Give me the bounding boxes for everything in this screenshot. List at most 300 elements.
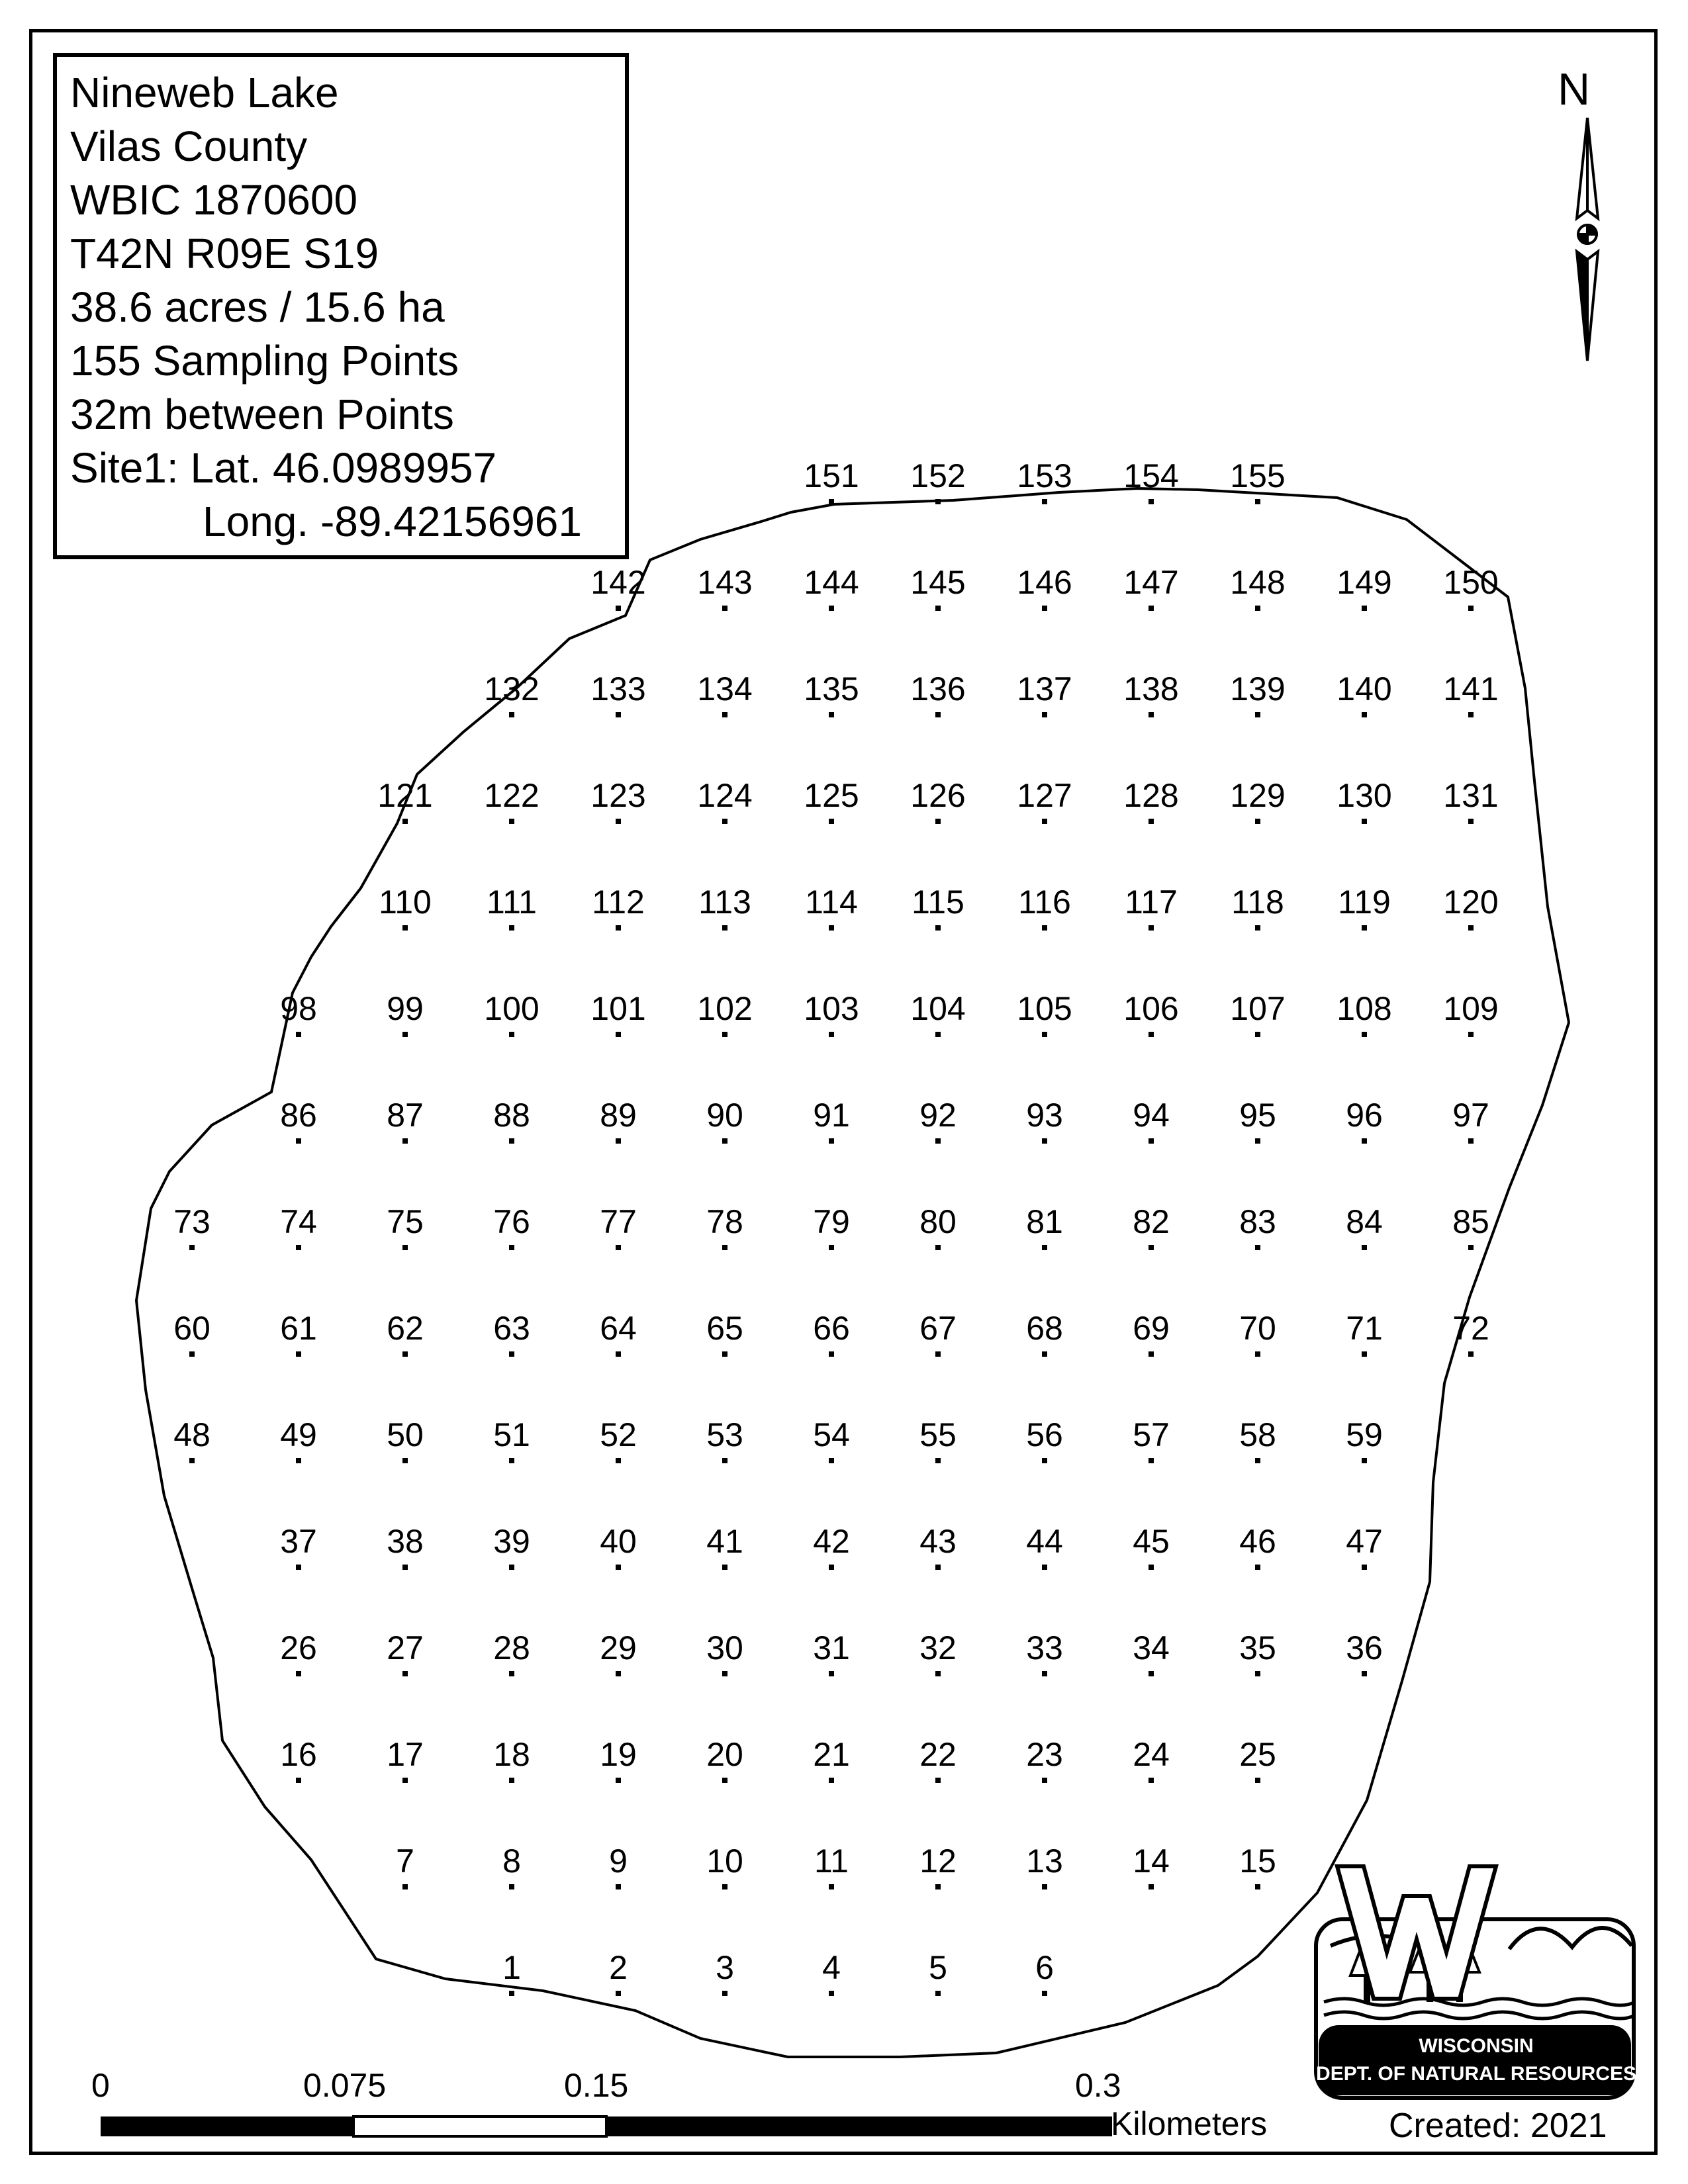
sampling-point-label: 64 bbox=[600, 1310, 637, 1347]
sampling-point-marker bbox=[1255, 1032, 1260, 1037]
sampling-point-label: 65 bbox=[706, 1310, 743, 1347]
sampling-point-marker bbox=[1149, 1032, 1154, 1037]
sampling-point-marker bbox=[189, 1458, 195, 1463]
sampling-point-label: 39 bbox=[493, 1523, 530, 1560]
sampling-point-marker bbox=[1149, 819, 1154, 824]
sampling-point-label: 25 bbox=[1239, 1736, 1276, 1773]
sampling-point-marker bbox=[1255, 819, 1260, 824]
sampling-point-label: 89 bbox=[600, 1097, 637, 1134]
sampling-point-label: 52 bbox=[600, 1416, 637, 1453]
sampling-point-label: 76 bbox=[493, 1203, 530, 1240]
sampling-point-label: 72 bbox=[1452, 1310, 1489, 1347]
sampling-point-marker bbox=[296, 1671, 301, 1676]
sampling-point-label: 129 bbox=[1230, 777, 1286, 814]
sampling-point-marker bbox=[1255, 1671, 1260, 1676]
site-longitude: Long. -89.42156961 bbox=[203, 498, 582, 545]
sampling-point-label: 136 bbox=[910, 670, 966, 707]
sampling-point-marker bbox=[935, 1884, 941, 1889]
sampling-point-marker bbox=[1042, 499, 1047, 504]
township-range-section: T42N R09E S19 bbox=[70, 230, 379, 277]
sampling-point-label: 125 bbox=[804, 777, 859, 814]
sampling-point-label: 105 bbox=[1017, 990, 1072, 1027]
sampling-point-label: 128 bbox=[1123, 777, 1179, 814]
sampling-point-label: 70 bbox=[1239, 1310, 1276, 1347]
sampling-point-label: 23 bbox=[1026, 1736, 1063, 1773]
sampling-point-marker bbox=[1255, 925, 1260, 931]
sampling-point-label: 108 bbox=[1336, 990, 1392, 1027]
sampling-point-marker bbox=[722, 1351, 727, 1357]
sampling-point-label: 18 bbox=[493, 1736, 530, 1773]
sampling-point-marker bbox=[722, 1138, 727, 1144]
sampling-point-marker bbox=[1149, 499, 1154, 504]
sampling-point-label: 16 bbox=[280, 1736, 317, 1773]
lake-shoreline bbox=[136, 488, 1569, 2057]
sampling-point-marker bbox=[1362, 606, 1367, 611]
sampling-point-marker bbox=[616, 1351, 621, 1357]
sampling-point-marker bbox=[509, 1884, 514, 1889]
sampling-point-label: 59 bbox=[1346, 1416, 1383, 1453]
sampling-point-marker bbox=[829, 819, 834, 824]
sampling-point-label: 88 bbox=[493, 1097, 530, 1134]
sampling-point-marker bbox=[616, 712, 621, 717]
sampling-point-marker bbox=[616, 1138, 621, 1144]
sampling-point-label: 43 bbox=[919, 1523, 957, 1560]
sampling-point-label: 38 bbox=[387, 1523, 424, 1560]
sampling-point-label: 56 bbox=[1026, 1416, 1063, 1453]
sampling-point-marker bbox=[616, 925, 621, 931]
sampling-point-label: 148 bbox=[1230, 564, 1286, 601]
sampling-point-label: 126 bbox=[910, 777, 966, 814]
sampling-point-label: 96 bbox=[1346, 1097, 1383, 1134]
sampling-point-marker bbox=[1362, 1138, 1367, 1144]
lake-area: 38.6 acres / 15.6 ha bbox=[70, 283, 445, 331]
sampling-point-marker bbox=[722, 1991, 727, 1996]
sampling-point-label: 33 bbox=[1026, 1629, 1063, 1666]
sampling-point-label: 29 bbox=[600, 1629, 637, 1666]
sampling-point-label: 9 bbox=[609, 1843, 628, 1880]
sampling-point-marker bbox=[296, 1458, 301, 1463]
sampling-point-label: 81 bbox=[1026, 1203, 1063, 1240]
sampling-point-label: 121 bbox=[377, 777, 433, 814]
sampling-point-label: 103 bbox=[804, 990, 859, 1027]
sampling-point-label: 1 bbox=[502, 1949, 521, 1986]
sampling-point-label: 40 bbox=[600, 1523, 637, 1560]
scale-unit-label: Kilometers bbox=[1111, 2105, 1268, 2142]
sampling-point-label: 116 bbox=[1018, 884, 1071, 921]
sampling-point-label: 143 bbox=[697, 564, 753, 601]
sampling-point-label: 127 bbox=[1017, 777, 1072, 814]
sampling-point-marker bbox=[1362, 1032, 1367, 1037]
sampling-point-label: 93 bbox=[1026, 1097, 1063, 1134]
wisconsin-dnr-logo bbox=[1311, 1860, 1642, 2105]
logo-text-dnr: DEPT. OF NATURAL RESOURCES bbox=[1316, 2063, 1636, 2085]
sampling-point-marker bbox=[1362, 1245, 1367, 1250]
sampling-point-marker bbox=[935, 1778, 941, 1783]
sampling-point-marker bbox=[189, 1351, 195, 1357]
sampling-point-marker bbox=[1468, 1351, 1474, 1357]
sampling-point-marker bbox=[829, 712, 834, 717]
sampling-point-label: 24 bbox=[1133, 1736, 1170, 1773]
scale-label-015: 0.15 bbox=[564, 2067, 629, 2104]
sampling-point-marker bbox=[402, 1245, 408, 1250]
sampling-point-label: 145 bbox=[910, 564, 966, 601]
sampling-point-label: 98 bbox=[280, 990, 317, 1027]
sampling-point-label: 60 bbox=[173, 1310, 211, 1347]
sampling-point-marker bbox=[722, 819, 727, 824]
sampling-point-marker bbox=[935, 925, 941, 931]
sampling-point-marker bbox=[829, 1671, 834, 1676]
sampling-point-marker bbox=[296, 1245, 301, 1250]
sampling-point-label: 6 bbox=[1035, 1949, 1054, 1986]
scale-bar bbox=[101, 2116, 1112, 2136]
sampling-point-marker bbox=[616, 606, 621, 611]
sampling-point-marker bbox=[829, 1991, 834, 1996]
sampling-point-label: 149 bbox=[1336, 564, 1392, 601]
sampling-point-label: 123 bbox=[590, 777, 646, 814]
sampling-point-marker bbox=[616, 1032, 621, 1037]
sampling-point-label: 131 bbox=[1443, 777, 1499, 814]
sampling-point-marker bbox=[402, 1884, 408, 1889]
sampling-point-label: 15 bbox=[1239, 1843, 1276, 1880]
sampling-point-marker bbox=[1149, 606, 1154, 611]
sampling-point-label: 99 bbox=[387, 990, 424, 1027]
sampling-point-marker bbox=[616, 1778, 621, 1783]
sampling-point-label: 112 bbox=[592, 884, 645, 921]
sampling-point-marker bbox=[1362, 712, 1367, 717]
sampling-point-marker bbox=[1255, 1565, 1260, 1570]
sampling-point-marker bbox=[1362, 1565, 1367, 1570]
sampling-point-label: 62 bbox=[387, 1310, 424, 1347]
sampling-point-label: 10 bbox=[706, 1843, 743, 1880]
sampling-point-label: 12 bbox=[919, 1843, 957, 1880]
sampling-point-marker bbox=[935, 1565, 941, 1570]
sampling-point-label: 20 bbox=[706, 1736, 743, 1773]
sampling-point-label: 92 bbox=[919, 1097, 957, 1134]
sampling-point-label: 44 bbox=[1026, 1523, 1063, 1560]
sampling-point-marker bbox=[722, 925, 727, 931]
scale-label-03: 0.3 bbox=[1075, 2067, 1121, 2104]
sampling-point-label: 122 bbox=[484, 777, 539, 814]
sampling-point-label: 154 bbox=[1123, 457, 1179, 494]
sampling-point-marker bbox=[509, 1245, 514, 1250]
sampling-point-marker bbox=[829, 925, 834, 931]
sampling-point-label: 111 bbox=[486, 884, 538, 921]
sampling-point-label: 84 bbox=[1346, 1203, 1383, 1240]
sampling-point-label: 61 bbox=[280, 1310, 317, 1347]
site-latitude: Site1: Lat. 46.0989957 bbox=[70, 444, 497, 492]
sampling-point-marker bbox=[1042, 1778, 1047, 1783]
sampling-point-marker bbox=[1255, 1458, 1260, 1463]
sampling-point-label: 102 bbox=[697, 990, 753, 1027]
sampling-point-label: 74 bbox=[280, 1203, 317, 1240]
sampling-point-label: 80 bbox=[919, 1203, 957, 1240]
sampling-point-marker bbox=[402, 1032, 408, 1037]
sampling-point-label: 132 bbox=[484, 670, 539, 707]
sampling-point-label: 139 bbox=[1230, 670, 1286, 707]
sampling-point-label: 119 bbox=[1338, 884, 1391, 921]
scale-segment-3 bbox=[606, 2116, 1112, 2136]
sampling-point-label: 58 bbox=[1239, 1416, 1276, 1453]
sampling-point-marker bbox=[829, 1884, 834, 1889]
sampling-point-marker bbox=[722, 606, 727, 611]
sampling-point-marker bbox=[1255, 1778, 1260, 1783]
sampling-point-marker bbox=[1468, 712, 1474, 717]
sampling-point-label: 101 bbox=[590, 990, 646, 1027]
sampling-point-marker bbox=[722, 1565, 727, 1570]
sampling-point-marker bbox=[829, 1138, 834, 1144]
scale-segment-2 bbox=[353, 2116, 606, 2136]
sampling-point-label: 117 bbox=[1125, 884, 1178, 921]
sampling-point-marker bbox=[935, 1991, 941, 1996]
sampling-point-label: 50 bbox=[387, 1416, 424, 1453]
sampling-point-marker bbox=[189, 1245, 195, 1250]
sampling-point-marker bbox=[1149, 1671, 1154, 1676]
sampling-point-label: 140 bbox=[1336, 670, 1392, 707]
sampling-point-label: 8 bbox=[502, 1843, 521, 1880]
sampling-point-label: 146 bbox=[1017, 564, 1072, 601]
sampling-point-marker bbox=[1042, 712, 1047, 717]
sampling-point-label: 36 bbox=[1346, 1629, 1383, 1666]
sampling-point-marker bbox=[1255, 1884, 1260, 1889]
sampling-point-marker bbox=[935, 1138, 941, 1144]
sampling-point-marker bbox=[935, 1671, 941, 1676]
sampling-point-marker bbox=[1149, 1565, 1154, 1570]
sampling-point-label: 67 bbox=[919, 1310, 957, 1347]
sampling-point-label: 71 bbox=[1346, 1310, 1383, 1347]
sampling-point-label: 73 bbox=[173, 1203, 211, 1240]
sampling-point-marker bbox=[722, 1032, 727, 1037]
sampling-point-marker bbox=[1042, 606, 1047, 611]
sampling-point-marker bbox=[296, 1565, 301, 1570]
sampling-point-label: 134 bbox=[697, 670, 753, 707]
sampling-point-label: 83 bbox=[1239, 1203, 1276, 1240]
sampling-point-marker bbox=[1255, 499, 1260, 504]
sampling-point-label: 53 bbox=[706, 1416, 743, 1453]
sampling-point-label: 27 bbox=[387, 1629, 424, 1666]
sampling-point-marker bbox=[829, 1778, 834, 1783]
sampling-point-label: 22 bbox=[919, 1736, 957, 1773]
sampling-point-label: 68 bbox=[1026, 1310, 1063, 1347]
sampling-point-marker bbox=[1149, 1245, 1154, 1250]
sampling-point-label: 75 bbox=[387, 1203, 424, 1240]
sampling-point-marker bbox=[1042, 1458, 1047, 1463]
sampling-point-marker bbox=[935, 1458, 941, 1463]
sampling-point-label: 78 bbox=[706, 1203, 743, 1240]
sampling-point-marker bbox=[722, 1671, 727, 1676]
sampling-point-label: 63 bbox=[493, 1310, 530, 1347]
sampling-point-label: 4 bbox=[822, 1949, 841, 1986]
county-name: Vilas County bbox=[70, 122, 308, 170]
sampling-point-label: 153 bbox=[1017, 457, 1072, 494]
sampling-point-label: 109 bbox=[1443, 990, 1499, 1027]
sampling-point-marker bbox=[509, 1991, 514, 1996]
sampling-point-marker bbox=[722, 1458, 727, 1463]
sampling-point-label: 85 bbox=[1452, 1203, 1489, 1240]
sampling-points-count: 155 Sampling Points bbox=[70, 337, 459, 385]
sampling-point-marker bbox=[935, 712, 941, 717]
sampling-point-marker bbox=[1468, 819, 1474, 824]
sampling-point-label: 55 bbox=[919, 1416, 957, 1453]
sampling-point-marker bbox=[1042, 1991, 1047, 1996]
sampling-point-marker bbox=[1042, 1245, 1047, 1250]
sampling-point-label: 135 bbox=[804, 670, 859, 707]
sampling-point-marker bbox=[616, 1565, 621, 1570]
sampling-point-marker bbox=[402, 1458, 408, 1463]
sampling-point-marker bbox=[402, 1138, 408, 1144]
sampling-point-marker bbox=[829, 499, 834, 504]
north-label: N bbox=[1558, 64, 1591, 114]
sampling-point-label: 49 bbox=[280, 1416, 317, 1453]
sampling-point-marker bbox=[1468, 606, 1474, 611]
sampling-point-marker bbox=[1255, 606, 1260, 611]
sampling-point-label: 66 bbox=[813, 1310, 850, 1347]
sampling-point-marker bbox=[1042, 819, 1047, 824]
sampling-point-marker bbox=[1149, 925, 1154, 931]
sampling-point-label: 110 bbox=[379, 884, 432, 921]
sampling-point-label: 21 bbox=[813, 1736, 850, 1773]
sampling-point-marker bbox=[1468, 1032, 1474, 1037]
sampling-point-label: 77 bbox=[600, 1203, 637, 1240]
sampling-point-marker bbox=[1042, 1565, 1047, 1570]
sampling-point-marker bbox=[935, 606, 941, 611]
sampling-point-label: 100 bbox=[484, 990, 539, 1027]
sampling-point-label: 104 bbox=[910, 990, 966, 1027]
sampling-point-marker bbox=[1362, 1351, 1367, 1357]
sampling-point-marker bbox=[509, 1351, 514, 1357]
logo-text-wisconsin: WISCONSIN bbox=[1419, 2035, 1534, 2057]
sampling-point-marker bbox=[1255, 1138, 1260, 1144]
sampling-point-label: 151 bbox=[804, 457, 859, 494]
sampling-point-marker bbox=[722, 1245, 727, 1250]
sampling-point-label: 35 bbox=[1239, 1629, 1276, 1666]
sampling-point-marker bbox=[402, 1778, 408, 1783]
sampling-point-label: 82 bbox=[1133, 1203, 1170, 1240]
sampling-point-label: 94 bbox=[1133, 1097, 1170, 1134]
sampling-point-label: 26 bbox=[280, 1629, 317, 1666]
sampling-point-marker bbox=[935, 819, 941, 824]
sampling-point-marker bbox=[296, 1032, 301, 1037]
sampling-point-marker bbox=[1042, 1671, 1047, 1676]
sampling-point-label: 86 bbox=[280, 1097, 317, 1134]
sampling-point-marker bbox=[829, 1245, 834, 1250]
sampling-point-marker bbox=[509, 1458, 514, 1463]
scale-label-0: 0 bbox=[91, 2067, 110, 2104]
wbic-code: WBIC 1870600 bbox=[70, 176, 358, 224]
sampling-point-marker bbox=[1362, 1671, 1367, 1676]
sampling-point-label: 57 bbox=[1133, 1416, 1170, 1453]
sampling-point-label: 91 bbox=[813, 1097, 850, 1134]
sampling-point-marker bbox=[509, 1671, 514, 1676]
sampling-point-marker bbox=[935, 1032, 941, 1037]
sampling-point-label: 130 bbox=[1336, 777, 1392, 814]
sampling-point-marker bbox=[935, 1245, 941, 1250]
sampling-point-marker bbox=[1255, 1351, 1260, 1357]
sampling-point-marker bbox=[1362, 819, 1367, 824]
sampling-point-label: 150 bbox=[1443, 564, 1499, 601]
sampling-point-label: 155 bbox=[1230, 457, 1286, 494]
sampling-point-marker bbox=[402, 1671, 408, 1676]
sampling-point-marker bbox=[616, 1245, 621, 1250]
sampling-point-label: 87 bbox=[387, 1097, 424, 1134]
sampling-point-label: 69 bbox=[1133, 1310, 1170, 1347]
sampling-point-label: 95 bbox=[1239, 1097, 1276, 1134]
sampling-point-marker bbox=[1042, 925, 1047, 931]
sampling-point-label: 133 bbox=[590, 670, 646, 707]
sampling-point-label: 113 bbox=[698, 884, 751, 921]
sampling-point-marker bbox=[616, 1458, 621, 1463]
sampling-point-marker bbox=[616, 819, 621, 824]
sampling-point-marker bbox=[509, 1778, 514, 1783]
sampling-point-label: 138 bbox=[1123, 670, 1179, 707]
sampling-point-label: 2 bbox=[609, 1949, 628, 1986]
sampling-point-label: 46 bbox=[1239, 1523, 1276, 1560]
sampling-point-marker bbox=[296, 1351, 301, 1357]
sampling-point-marker bbox=[722, 1778, 727, 1783]
sampling-point-label: 120 bbox=[1443, 884, 1499, 921]
sampling-point-marker bbox=[1149, 1458, 1154, 1463]
sampling-point-label: 19 bbox=[600, 1736, 637, 1773]
sampling-point-label: 48 bbox=[173, 1416, 211, 1453]
sampling-point-label: 45 bbox=[1133, 1523, 1170, 1560]
sampling-point-label: 115 bbox=[912, 884, 964, 921]
sampling-point-marker bbox=[1362, 925, 1367, 931]
sampling-point-marker bbox=[402, 925, 408, 931]
sampling-point-marker bbox=[616, 1884, 621, 1889]
sampling-point-marker bbox=[1468, 925, 1474, 931]
created-date: Created: 2021 bbox=[1389, 2107, 1607, 2145]
sampling-point-label: 42 bbox=[813, 1523, 850, 1560]
sampling-point-marker bbox=[722, 712, 727, 717]
sampling-point-label: 97 bbox=[1452, 1097, 1489, 1134]
sampling-point-label: 106 bbox=[1123, 990, 1179, 1027]
sampling-point-marker bbox=[296, 1778, 301, 1783]
sampling-point-label: 31 bbox=[813, 1629, 850, 1666]
lake-name: Nineweb Lake bbox=[70, 69, 339, 116]
sampling-point-label: 41 bbox=[706, 1523, 743, 1560]
sampling-point-marker bbox=[616, 1671, 621, 1676]
sampling-point-label: 5 bbox=[929, 1949, 947, 1986]
sampling-point-marker bbox=[1149, 1884, 1154, 1889]
sampling-point-label: 90 bbox=[706, 1097, 743, 1134]
sampling-point-label: 3 bbox=[716, 1949, 734, 1986]
sampling-point-marker bbox=[1468, 1245, 1474, 1250]
sampling-point-label: 14 bbox=[1133, 1843, 1170, 1880]
sampling-point-label: 137 bbox=[1017, 670, 1072, 707]
scale-label-0075: 0.075 bbox=[303, 2067, 387, 2104]
sampling-point-label: 13 bbox=[1026, 1843, 1063, 1880]
sampling-point-marker bbox=[829, 1458, 834, 1463]
point-spacing: 32m between Points bbox=[70, 390, 454, 438]
sampling-point-label: 32 bbox=[919, 1629, 957, 1666]
sampling-point-marker bbox=[402, 1565, 408, 1570]
sampling-point-marker bbox=[1042, 1351, 1047, 1357]
sampling-point-marker bbox=[509, 1032, 514, 1037]
sampling-point-label: 152 bbox=[910, 457, 966, 494]
sampling-point-marker bbox=[1149, 712, 1154, 717]
sampling-point-label: 124 bbox=[697, 777, 753, 814]
north-arrow-icon bbox=[1577, 118, 1598, 361]
sampling-point-marker bbox=[935, 499, 941, 504]
sampling-point-label: 54 bbox=[813, 1416, 850, 1453]
sampling-point-label: 147 bbox=[1123, 564, 1179, 601]
sampling-point-marker bbox=[402, 1351, 408, 1357]
sampling-point-marker bbox=[509, 925, 514, 931]
sampling-point-marker bbox=[1255, 1245, 1260, 1250]
sampling-point-marker bbox=[509, 1138, 514, 1144]
sampling-point-marker bbox=[509, 1565, 514, 1570]
sampling-point-marker bbox=[829, 1032, 834, 1037]
sampling-point-marker bbox=[1042, 1032, 1047, 1037]
